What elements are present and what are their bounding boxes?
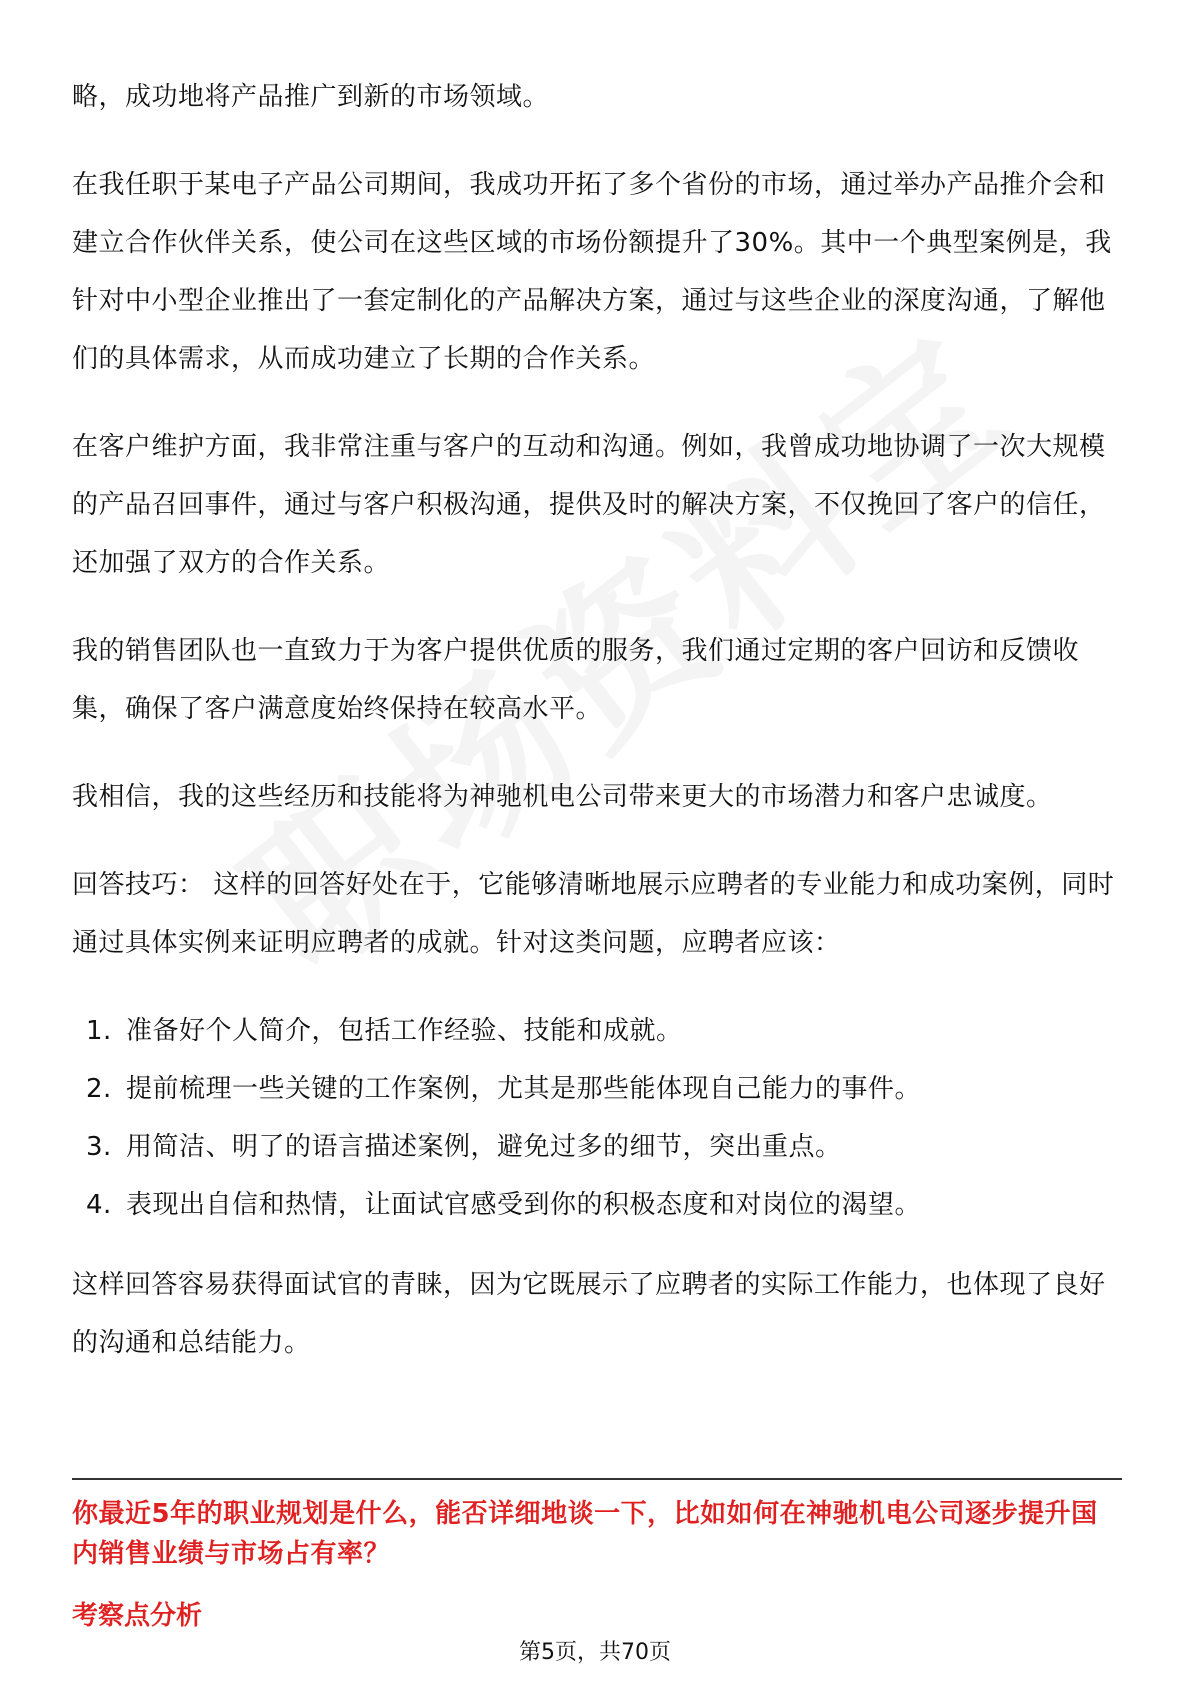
page-number-footer: 第5页，共70页 (519, 1640, 671, 1665)
list-item-text: 准备好个人简介，包括工作经验、技能和成就。 (126, 1016, 683, 1046)
list-item-number: 4. (86, 1190, 112, 1220)
list-item (72, 1002, 1122, 1060)
paragraph-market-expansion: 在我任职于某电子产品公司期间，我成功开拓了多个省份的市场，通过举办产品推介会和建立合作伙伴关系，使公司在这些区域的市场份额提升了30%。其中一个典型案例是，我针对中小型企业推出了一套定制化的产品解决方案，通过与这些企业的深度沟通，了解他们的具体需求，从而成功建立了长期的合作关系。 (72, 170, 1112, 374)
paragraph-customer-maintenance: 在客户维护方面，我非常注重与客户的互动和沟通。例如，我曾成功地协调了一次大规模的产品召回事件，通过与客户积极沟通，提供及时的解决方案，不仅挽回了客户的信任，还加强了双方的合作关系。 (72, 432, 1106, 578)
paragraph-sales-team: 我的销售团队也一直致力于为客户提供优质的服务，我们通过定期的客户回访和反馈收集，确保了客户满意度始终保持在较高水平。 (72, 636, 1080, 724)
paragraph-closing: 这样回答容易获得面试官的青睐，因为它既展示了应聘者的实际工作能力，也体现了良好的沟通和总结能力。 (72, 1270, 1106, 1358)
paragraph-conclusion: 我相信，我的这些经历和技能将为神驰机电公司带来更大的市场潜力和客户忠诚度。 (72, 782, 1053, 812)
section-divider (72, 1478, 1122, 1480)
list-item-number: 2. (86, 1074, 112, 1104)
list-item-text: 用简洁、明了的语言描述案例，避免过多的细节，突出重点。 (126, 1132, 842, 1162)
analysis-heading: 考察点分析 (72, 1601, 203, 1631)
list-item (72, 1118, 1122, 1176)
list-item-text: 表现出自信和热情，让面试官感受到你的积极态度和对岗位的渴望。 (126, 1190, 922, 1220)
paragraph-continuation: 略，成功地将产品推广到新的市场领域。 (72, 82, 550, 112)
list-item (72, 1060, 1122, 1118)
list-item (72, 1176, 1122, 1234)
page-content (72, 68, 1122, 1402)
list-item-text: 提前梳理一些关键的工作案例，尤其是那些能体现自己能力的事件。 (126, 1074, 922, 1104)
paragraph-answer-tips: 回答技巧： 这样的回答好处在于，它能够清晰地展示应聘者的专业能力和成功案例，同时通过具体实例来证明应聘者的成就。针对这类问题，应聘者应该： (72, 870, 1115, 958)
tips-list (72, 1002, 1122, 1234)
next-question-heading: 你最近5年的职业规划是什么，能否详细地谈一下，比如如何在神驰机电公司逐步提升国内销售业绩与市场占有率？ (72, 1499, 1098, 1569)
list-item-number: 3. (86, 1132, 112, 1162)
list-item-number: 1. (86, 1016, 112, 1046)
